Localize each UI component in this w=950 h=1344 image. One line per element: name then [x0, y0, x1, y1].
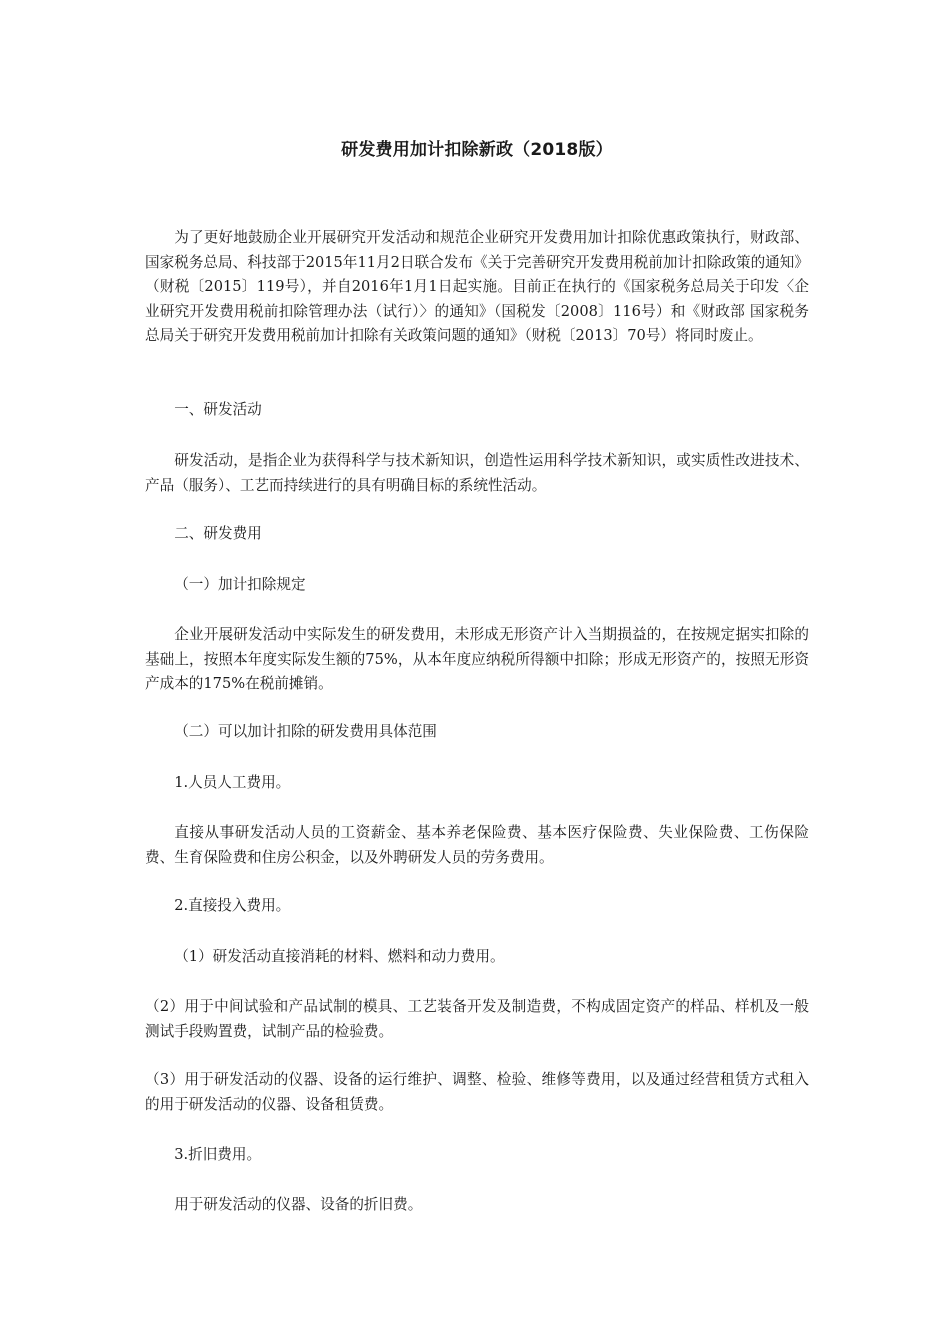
- deduction-rules-paragraph: 企业开展研发活动中实际发生的研发费用，未形成无形资产计入当期损益的，在按规定据实扣除的基础上，按照本年度实际发生额的75%，从本年度应纳税所得额中扣除；形成无形资产的，按照无形资产成本的175%在税前摊销。: [145, 626, 809, 692]
- document-title: 研发费用加计扣除新政（2018版）: [341, 140, 613, 160]
- subheading-expense-scope: （二）可以加计扣除的研发费用具体范围: [174, 723, 437, 740]
- rd-activity-paragraph: 研发活动，是指企业为获得科学与技术新知识，创造性运用科学技术新知识，或实质性改进技术、产品（服务）、工艺而持续进行的具有明确目标的系统性活动。: [145, 452, 809, 494]
- intro-paragraph: 为了更好地鼓励企业开展研究开发活动和规范企业研究开发费用加计扣除优惠政策执行，财政部、国家税务总局、科技部于2015年11月2日联合发布《关于完善研究开发费用税前加计扣除政策的通知》（财税〔2015〕119号），并自2016年1月1日起实施。目前正在执行的《国家税务总局关于印发〈企业研究开发费用税前扣除管理办法（试行）〉的通知》（国税发〔2008〕116号）和《财政部 国家税务总局关于研究开发费用税前加计扣除有关政策问题的通知》（财税〔2013〕70号）将同时废止。: [145, 229, 809, 344]
- section-heading-rd-activity: 一、研发活动: [174, 401, 262, 418]
- depreciation-paragraph: 用于研发活动的仪器、设备的折旧费。: [174, 1196, 423, 1213]
- personnel-costs-paragraph: 直接从事研发活动人员的工资薪金、基本养老保险费、基本医疗保险费、失业保险费、工伤保险费、生育保险费和住房公积金，以及外聘研发人员的劳务费用。: [145, 824, 809, 866]
- direct-input-subitem-3: （3）用于研发活动的仪器、设备的运行维护、调整、检验、维修等费用，以及通过经营租赁方式租入的用于研发活动的仪器、设备租赁费。: [145, 1071, 809, 1113]
- subheading-deduction-rules: （一）加计扣除规定: [174, 576, 306, 593]
- section-heading-rd-expense: 二、研发费用: [174, 525, 262, 542]
- item-personnel-costs: 1.人员人工费用。: [174, 774, 291, 791]
- direct-input-subitem-2: （2）用于中间试验和产品试制的模具、工艺装备开发及制造费，不构成固定资产的样品、样机及一般测试手段购置费，试制产品的检验费。: [145, 998, 809, 1040]
- direct-input-subitem-1: （1）研发活动直接消耗的材料、燃料和动力费用。: [174, 948, 505, 965]
- item-direct-input-costs: 2.直接投入费用。: [174, 897, 291, 914]
- item-depreciation: 3.折旧费用。: [174, 1146, 262, 1163]
